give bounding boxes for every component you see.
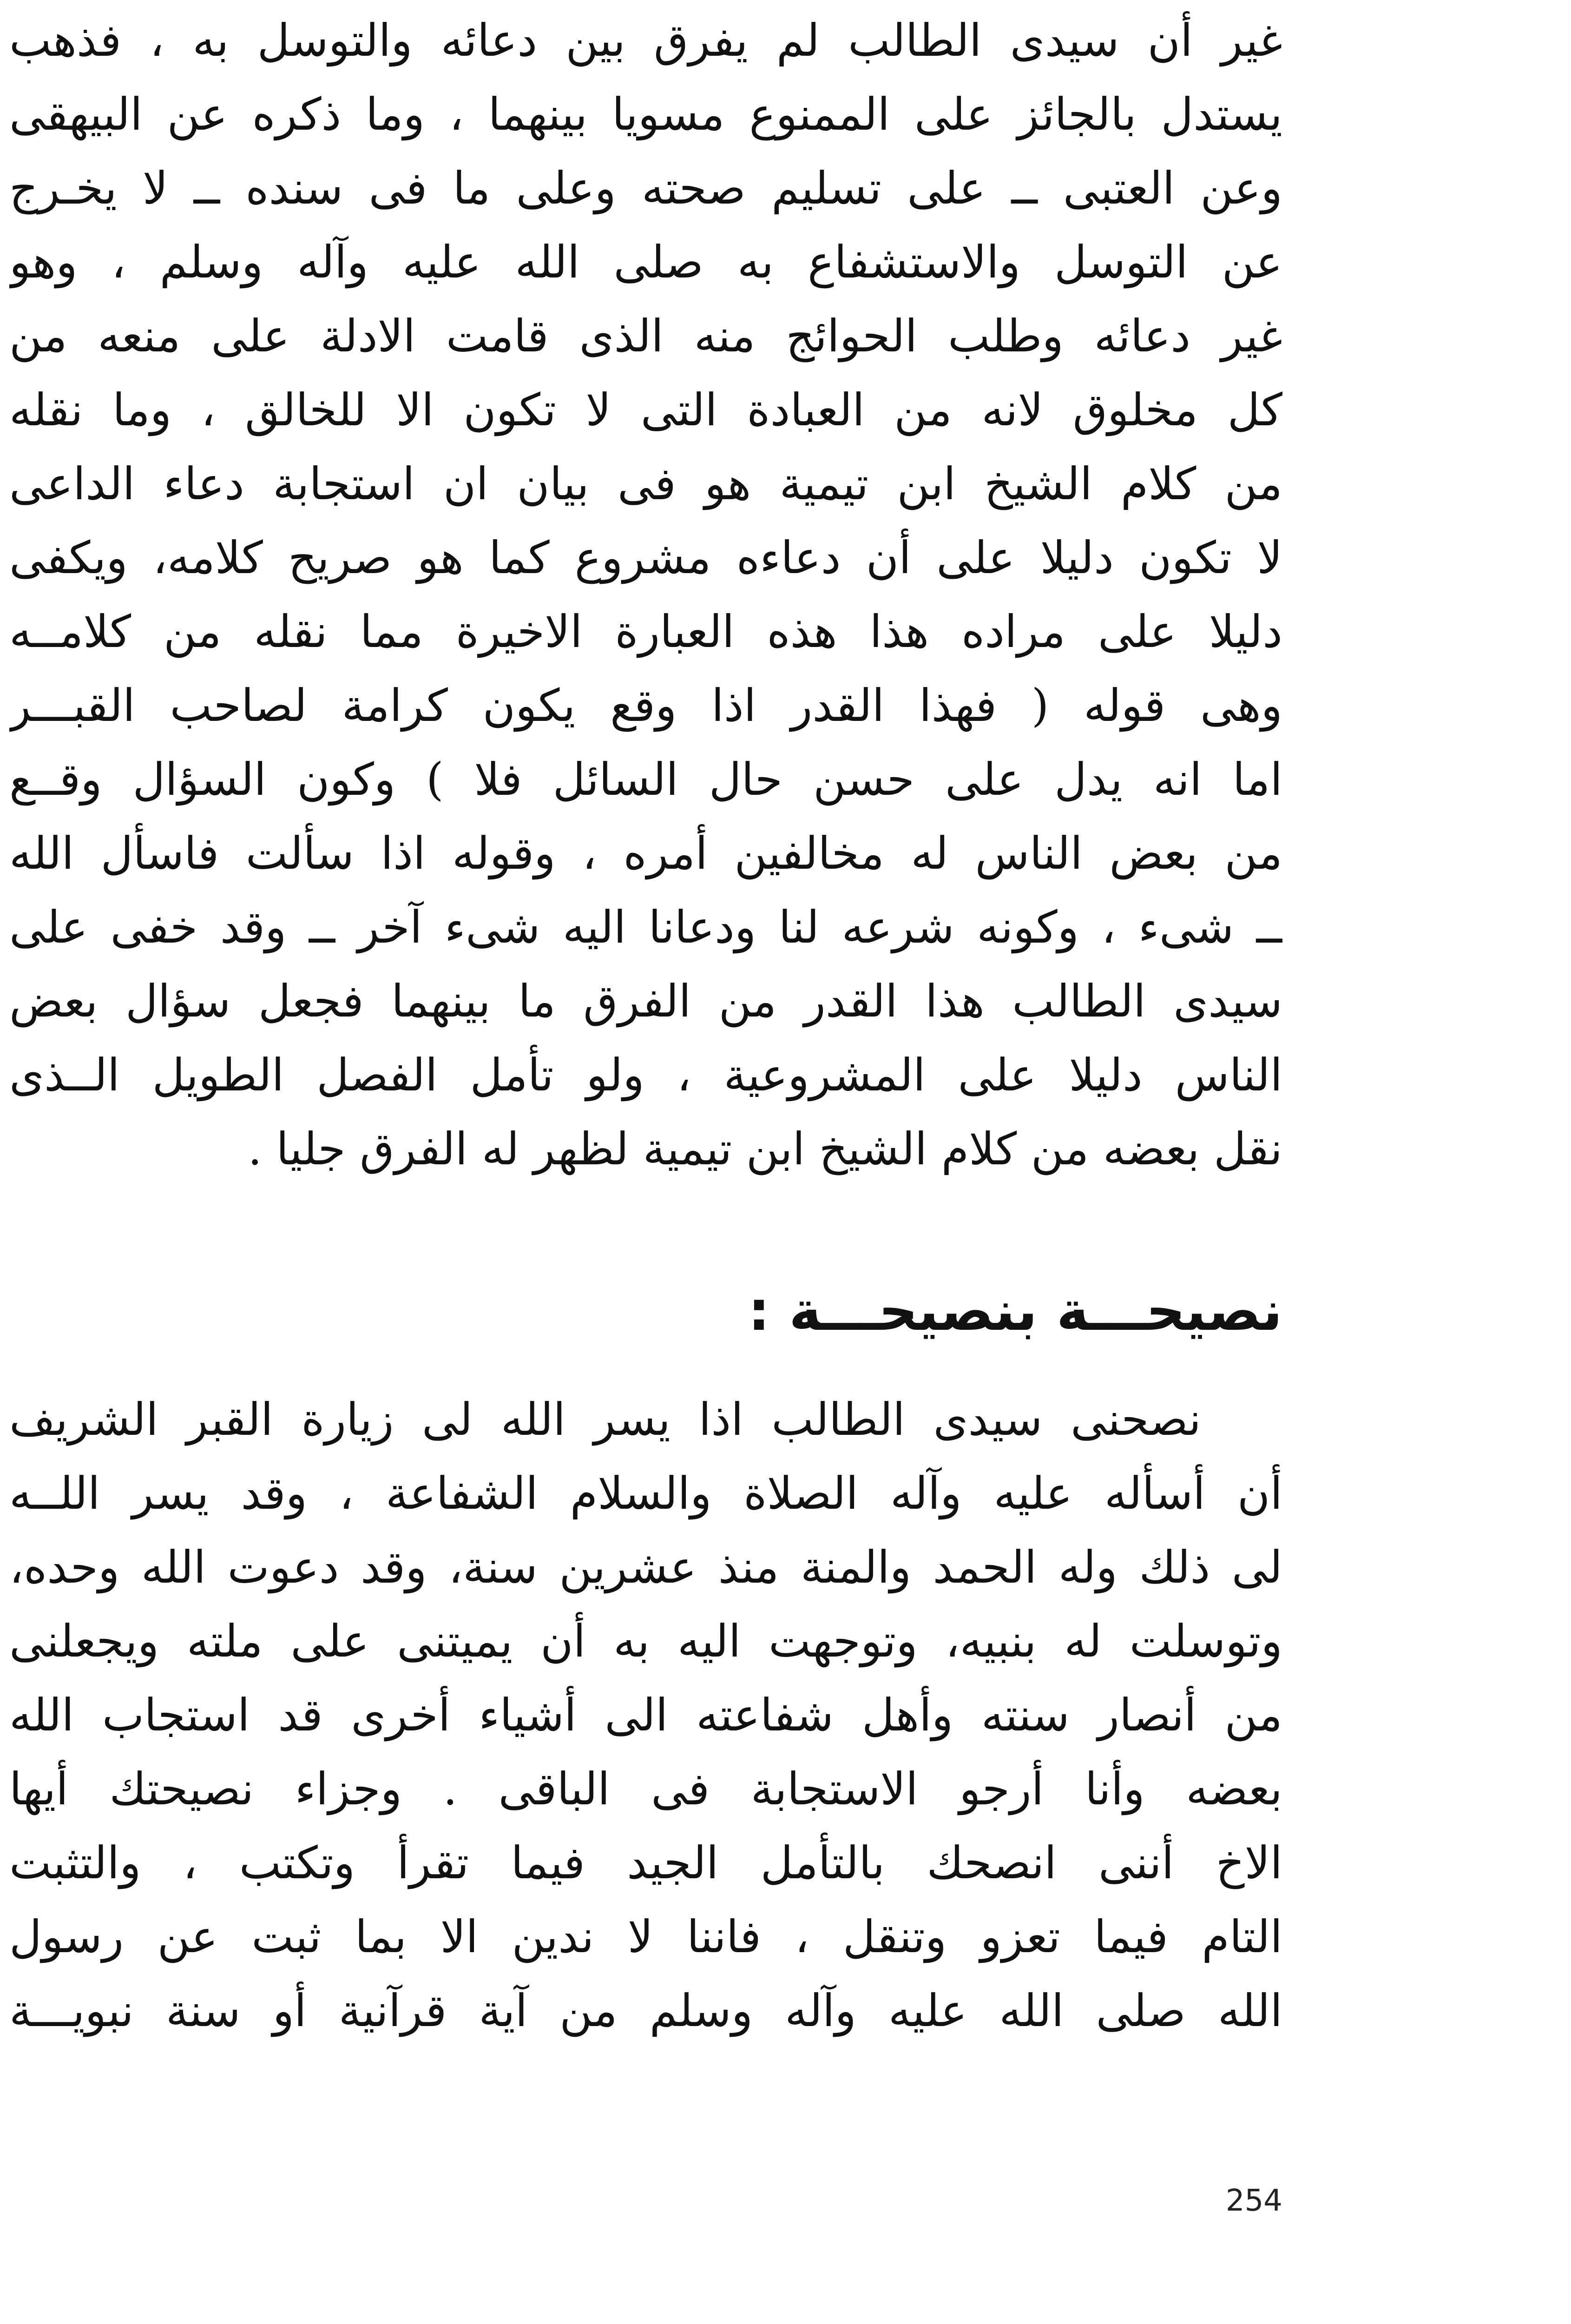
text-line: من كلام الشيخ ابن تيمية هو فى بيان ان استجابة دعاء الداعى xyxy=(9,458,1282,510)
text-line: الاخ أننى انصحك بالتأمل الجيد فيما تقرأ وتكتب ، والتثبت xyxy=(9,1837,1282,1889)
text-line: وهى قوله ( فهذا القدر اذا وقع يكون كرامة لصاحب القبـــر xyxy=(9,680,1282,732)
paragraph-1 xyxy=(9,4,1282,1186)
text-line: أن أسأله عليه وآله الصلاة والسلام الشفاعة ، وقد يسر اللــه xyxy=(9,1467,1282,1519)
text-line: بعضه وأنا أرجو الاستجابة فى الباقى . وجزاء نصيحتك أيها xyxy=(9,1763,1282,1815)
text-line: كل مخلوق لانه من العبادة التى لا تكون الا للخالق ، وما نقله xyxy=(9,384,1282,436)
text-line: يستدل بالجائز على الممنوع مسويا بينهما ، وما ذكره عن البيهقى xyxy=(9,88,1282,140)
text-line: نصحنى سيدى الطالب اذا يسر الله لى زيارة القبر الشريف xyxy=(9,1393,1201,1446)
text-line: غير أن سيدى الطالب لم يفرق بين دعائه والتوسل به ، فذهب xyxy=(9,14,1282,66)
text-line: من بعض الناس له مخالفين أمره ، وقوله اذا سألت فاسأل الله xyxy=(9,827,1282,879)
text-line: سيدى الطالب هذا القدر من الفرق ما بينهما فجعل سؤال بعض xyxy=(9,975,1282,1027)
text-line: التام فيما تعزو وتنقل ، فاننا لا ندين الا بما ثبت عن رسول xyxy=(9,1911,1282,1963)
text-line: عن التوسل والاستشفاع به صلى الله عليه وآله وسلم ، وهو xyxy=(9,236,1282,288)
text-line: نقل بعضه من كلام الشيخ ابن تيمية لظهر له الفرق جليا . xyxy=(248,1123,1282,1175)
text-line: لا تكون دليلا على أن دعاءه مشروع كما هو صريح كلامه، ويكفى xyxy=(9,532,1282,584)
text-line: لى ذلك وله الحمد والمنة منذ عشرين سنة، وقد دعوت الله وحده، xyxy=(9,1541,1282,1593)
paragraph-2 xyxy=(9,1383,1282,2048)
text-line: وعن العتبى ــ على تسليم صحته وعلى ما فى سنده ــ لا يخـرج xyxy=(9,162,1282,214)
text-line: من أنصار سنته وأهل شفاعته الى أشياء أخرى قد استجاب الله xyxy=(9,1689,1282,1741)
page-number: 254 xyxy=(1225,2184,1282,2218)
text-line: ــ شىء ، وكونه شرعه لنا ودعانا اليه شىء آخر ــ وقد خفى على xyxy=(9,901,1282,953)
text-line: اما انه يدل على حسن حال السائل فلا ) وكون السؤال وقــع xyxy=(9,753,1282,805)
text-line: غير دعائه وطلب الحوائج منه الذى قامت الادلة على منعه من xyxy=(9,310,1282,362)
text-line: الناس دليلا على المشروعية ، ولو تأمل الفصل الطويل الــذى xyxy=(9,1049,1282,1101)
text-line: دليلا على مراده هذا هذه العبارة الاخيرة مما نقله من كلامــه xyxy=(9,606,1282,658)
text-line: وتوسلت له بنبيه، وتوجهت اليه به أن يميتنى على ملته ويجعلنى xyxy=(9,1615,1282,1667)
section-heading: نصيحـــة بنصيحـــة : xyxy=(748,1279,1282,1343)
text-line: الله صلى الله عليه وآله وسلم من آية قرآنية أو سنة نبويـــة xyxy=(9,1985,1282,2037)
